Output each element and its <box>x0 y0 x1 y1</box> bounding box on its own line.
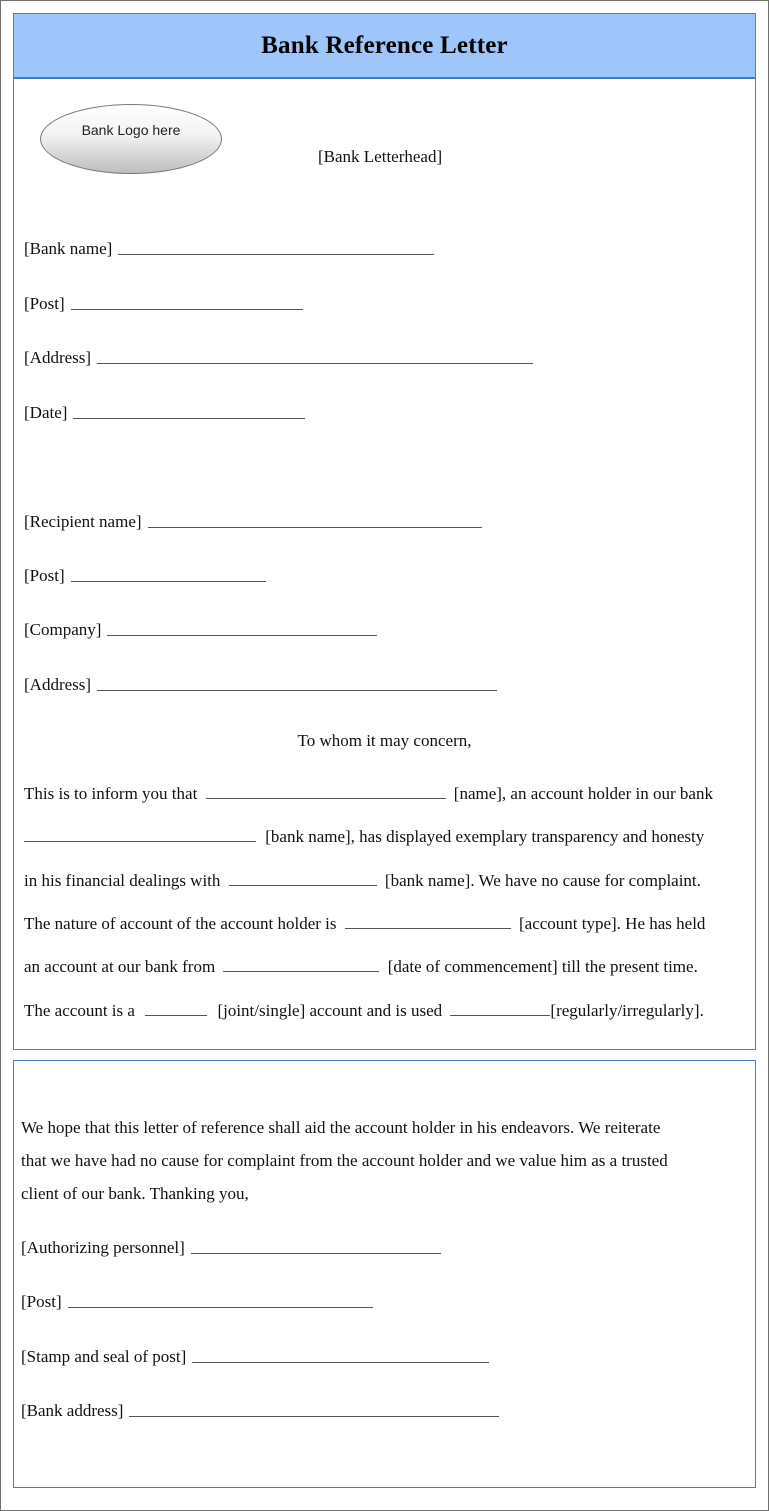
body-text: [bank name], has displayed exemplary transparency and honesty <box>265 827 705 846</box>
field-label: [Stamp and seal of post] <box>21 1347 187 1366</box>
usage-blank[interactable] <box>450 1014 550 1016</box>
sender-date-field[interactable] <box>24 403 305 423</box>
field-label: [Post] <box>24 566 65 585</box>
body-text: [regularly/irregularly]. <box>550 1001 704 1020</box>
body-text: This is to inform you that <box>24 784 198 803</box>
body-line-2 <box>24 827 704 847</box>
body-line-6 <box>24 1001 704 1021</box>
closing-panel <box>13 1060 756 1488</box>
letter-body-panel <box>13 79 756 1050</box>
blank-line[interactable] <box>192 1361 489 1363</box>
field-label: [Address] <box>24 348 92 367</box>
body-text: [joint/single] account and is used <box>217 1001 443 1020</box>
field-label: [Post] <box>21 1292 62 1311</box>
bank-logo-placeholder <box>40 104 222 174</box>
field-label: [Company] <box>24 620 102 639</box>
blank-line[interactable] <box>71 308 303 310</box>
account-mode-blank[interactable] <box>145 1014 207 1016</box>
field-label: [Bank address] <box>21 1401 124 1420</box>
blank-line[interactable] <box>71 580 266 582</box>
blank-line[interactable] <box>68 1306 373 1308</box>
name-blank[interactable] <box>206 797 446 799</box>
body-line-5 <box>24 957 698 977</box>
field-label: [Authorizing personnel] <box>21 1238 185 1257</box>
closing-line-3: client of our bank. Thanking you, <box>21 1184 249 1203</box>
field-label: [Date] <box>24 403 68 422</box>
body-text: [account type]. He has held <box>518 914 706 933</box>
commencement-date-blank[interactable] <box>223 970 379 972</box>
sender-bank-name-field[interactable] <box>24 239 434 259</box>
bank-logo-text: Bank Logo here <box>81 122 181 138</box>
salutation: To whom it may concern, <box>297 731 472 750</box>
blank-line[interactable] <box>191 1252 441 1254</box>
body-text: in his financial dealings with <box>24 871 221 890</box>
field-label: [Recipient name] <box>24 512 142 531</box>
body-text: The nature of account of the account holder is <box>24 914 337 933</box>
body-line-4 <box>24 914 705 934</box>
blank-line[interactable] <box>97 689 497 691</box>
bank-name-blank[interactable] <box>24 840 256 842</box>
sender-post-field[interactable] <box>24 294 303 314</box>
sender-address-field[interactable] <box>24 348 533 368</box>
blank-line[interactable] <box>97 362 533 364</box>
body-text: [date of commencement] till the present time. <box>387 957 698 976</box>
bank-name-blank[interactable] <box>229 884 377 886</box>
account-type-blank[interactable] <box>345 927 511 929</box>
blank-line[interactable] <box>129 1415 499 1417</box>
recipient-address-field[interactable] <box>24 675 497 695</box>
blank-line[interactable] <box>73 417 305 419</box>
body-text: [name], an account holder in our bank <box>453 784 713 803</box>
authorizing-personnel-field[interactable] <box>21 1238 441 1258</box>
blank-line[interactable] <box>118 253 434 255</box>
page-title: Bank Reference Letter <box>261 31 508 59</box>
body-line-1 <box>24 784 713 804</box>
recipient-name-field[interactable] <box>24 512 482 532</box>
body-text: an account at our bank from <box>24 957 216 976</box>
field-label: [Address] <box>24 675 92 694</box>
blank-line[interactable] <box>107 634 377 636</box>
bank-letterhead: [Bank Letterhead] <box>318 147 443 166</box>
title-banner <box>13 13 756 80</box>
closing-line-1: We hope that this letter of reference shall aid the account holder in his endeavors. We reiterate <box>21 1118 661 1137</box>
signoff-post-field[interactable] <box>21 1292 373 1312</box>
bank-address-field[interactable] <box>21 1401 499 1421</box>
blank-line[interactable] <box>148 526 482 528</box>
body-text: [bank name]. We have no cause for complaint. <box>384 871 701 890</box>
body-line-3 <box>24 871 701 891</box>
closing-line-2: that we have had no cause for complaint from the account holder and we value him as a trusted <box>21 1151 668 1170</box>
field-label: [Post] <box>24 294 65 313</box>
field-label: [Bank name] <box>24 239 113 258</box>
recipient-company-field[interactable] <box>24 620 377 640</box>
stamp-seal-field[interactable] <box>21 1347 489 1367</box>
recipient-post-field[interactable] <box>24 566 266 586</box>
body-text: The account is a <box>24 1001 135 1020</box>
